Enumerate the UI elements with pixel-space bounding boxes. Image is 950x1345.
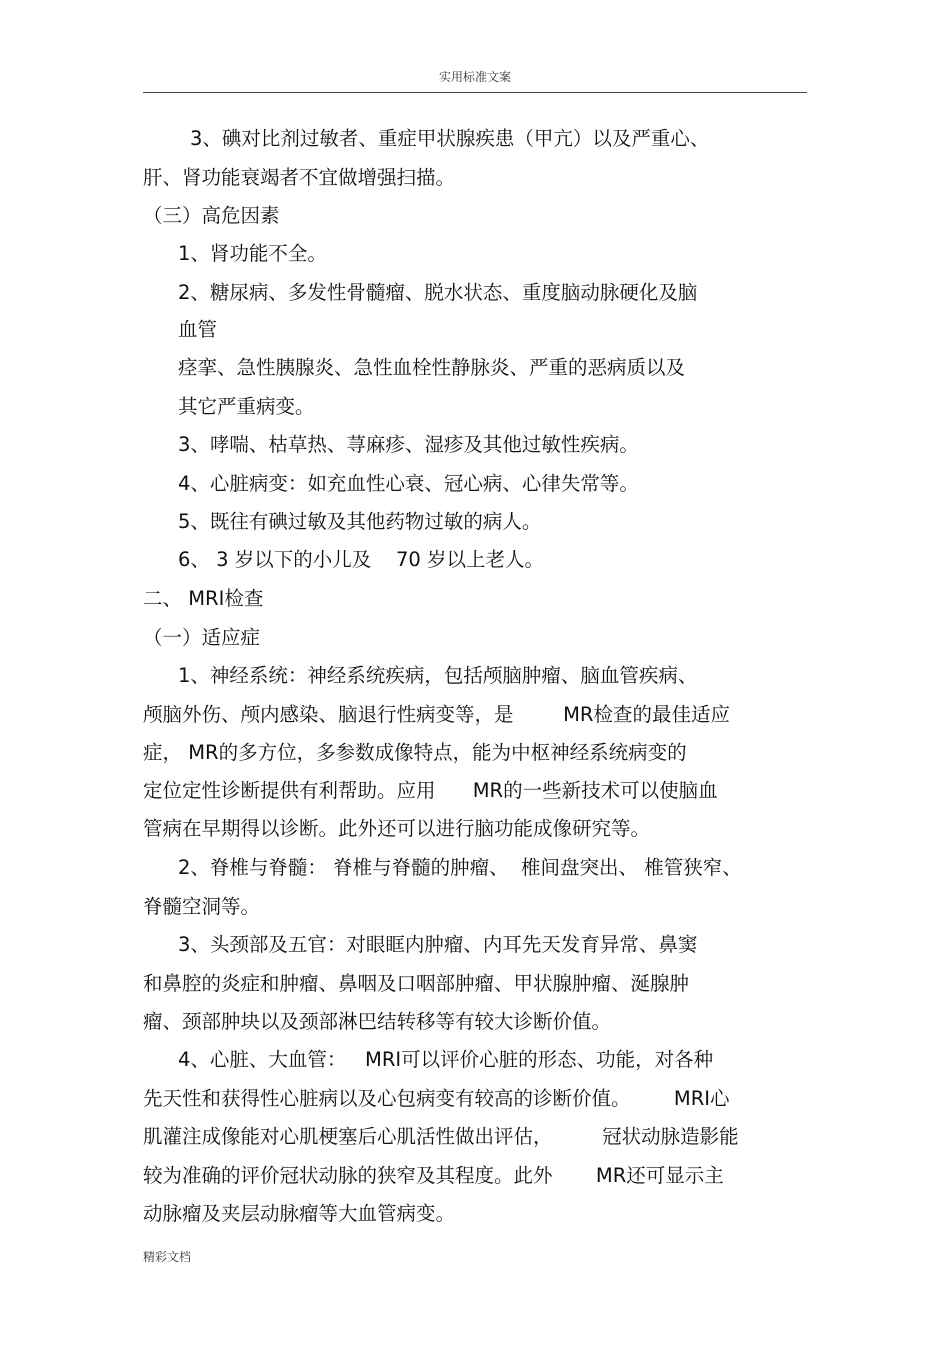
- text-line: 脊髓空洞等。: [143, 895, 261, 918]
- text-line: 肌灌注成像能对心肌梗塞后心肌活性做出评估， 冠状动脉造影能: [143, 1125, 739, 1148]
- text-line: 1、肾功能不全。: [178, 242, 327, 265]
- text-line: 较为准确的评价冠状动脉的狭窄及其程度。此外 MR还可显示主: [143, 1164, 724, 1187]
- text-line: 动脉瘤及夹层动脉瘤等大血管病变。: [143, 1202, 456, 1225]
- text-line: 颅脑外伤、颅内感染、脑退行性病变等，是 MR检查的最佳适应: [143, 703, 730, 726]
- text-line: 和鼻腔的炎症和肿瘤、鼻咽及口咽部肿瘤、甲状腺肿瘤、涎腺肿: [143, 972, 690, 995]
- text-line: 瘤、颈部肿块以及颈部淋巴结转移等有较大诊断价值。: [143, 1010, 612, 1033]
- text-line: 定位定性诊断提供有利帮助。应用 MR的一些新技术可以使脑血: [143, 779, 718, 802]
- text-line: 2、糖尿病、多发性骨髓瘤、脱水状态、重度脑动脉硬化及脑: [178, 281, 698, 304]
- text-line: 肝、肾功能衰竭者不宜做增强扫描。: [143, 166, 456, 189]
- text-line: 3、哮喘、枯草热、荨麻疹、湿疹及其他过敏性疾病。: [178, 433, 639, 456]
- text-line: 5、既往有碘过敏及其他药物过敏的病人。: [178, 510, 542, 533]
- text-line: 4、心脏病变：如充血性心衰、冠心病、心律失常等。: [178, 472, 639, 495]
- text-line: 6、 3 岁以下的小儿及 70 岁以上老人。: [178, 548, 545, 571]
- text-line: 2、脊椎与脊髓： 脊椎与脊髓的肿瘤、 椎间盘突出、 椎管狭窄、: [178, 856, 742, 879]
- text-line: 痉挛、急性胰腺炎、急性血栓性静脉炎、严重的恶病质以及: [178, 356, 686, 379]
- page-footer: 精彩文档: [143, 1250, 192, 1264]
- section-heading: 二、 MRI检查: [143, 587, 264, 610]
- text-line: 1、神经系统：神经系统疾病，包括颅脑肿瘤、脑血管疾病、: [178, 664, 698, 687]
- text-line: 4、心脏、大血管： MRI可以评价心脏的形态、功能，对各种: [178, 1048, 714, 1071]
- header-rule: [143, 92, 807, 93]
- text-line: 血管: [178, 318, 218, 341]
- text-line: 管病在早期得以诊断。此外还可以进行脑功能成像研究等。: [143, 817, 651, 840]
- text-line: 先天性和获得性心脏病以及心包病变有较高的诊断价值。 MRI心: [143, 1087, 730, 1110]
- text-line: 其它严重病变。: [178, 395, 315, 418]
- text-line: 3、头颈部及五官：对眼眶内肿瘤、内耳先天发育异常、鼻窦: [178, 933, 698, 956]
- section-heading: （三）高危因素: [143, 204, 280, 227]
- text-line: 症， MR的多方位，多参数成像特点，能为中枢神经系统病变的: [143, 741, 687, 764]
- page-header: 实用标准文案: [438, 70, 511, 84]
- text-line: 3、碘对比剂过敏者、重症甲状腺疾患（甲亢）以及严重心、: [190, 127, 710, 150]
- section-heading: （一）适应症: [143, 626, 261, 649]
